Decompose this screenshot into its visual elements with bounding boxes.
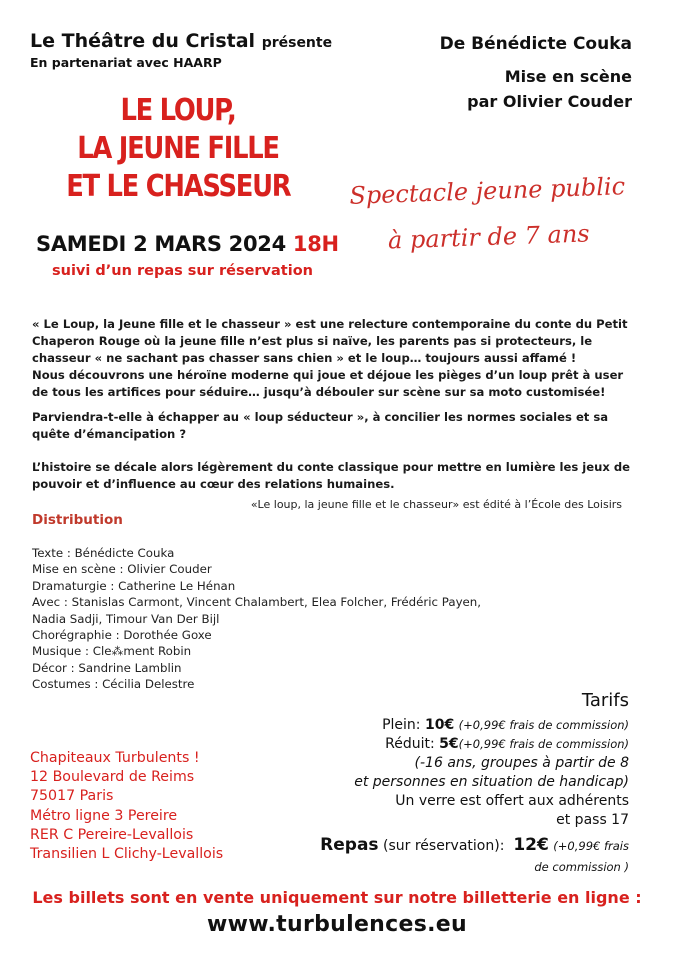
credit-item: Mise en scène : Olivier Couder (32, 562, 212, 577)
credit-item: Dramaturgie : Catherine Le Hénan (32, 578, 236, 593)
title-line-1: LE LOUP, (120, 93, 236, 128)
tarifs-title: Tarifs (581, 690, 629, 711)
credit-item: Chorégraphie : Dorothée Goxe (32, 628, 212, 643)
credit-item: Costumes : Cécilia Delestre (32, 677, 195, 692)
reduit-price: 5€ (439, 736, 459, 752)
direction-line-1: Mise en scène (504, 67, 632, 86)
repas-note: (sur réservation): (383, 838, 505, 854)
description-p2: Parviendra-t-elle à échapper au « loup séducteur », à concilier les normes sociales et sa quête d’émancipation ? (32, 410, 609, 441)
presenter-line (30, 30, 332, 52)
reduit-condition-1: (-16 ans, groupes à partir de 8 (414, 755, 629, 771)
description-block-1 (32, 316, 640, 401)
repas-fee-2: de commission ) (534, 860, 629, 874)
offer-line-2: et pass 17 (556, 812, 629, 828)
venue-line: Métro ligne 3 Pereire (30, 807, 178, 824)
venue-line: RER C Pereire-Levallois (30, 826, 194, 843)
description-p1b: Nous découvrons une héroïne moderne qui joue et déjoue les pièges d’un loup prêt à user de tous les artifices pour séduire… jusqu’à débouler sur scène sur sa moto customisée! (32, 368, 624, 399)
credit-item: Décor : Sandrine Lamblin (32, 660, 182, 675)
credit-item: Musique : Cle⁂ment Robin (32, 644, 192, 659)
partnership: En partenariat avec HAARP (30, 55, 222, 70)
ticket-sales-note: Les billets sont en vente uniquement sur notre billetterie en ligne : (32, 888, 642, 907)
reduit-fee: (+0,99€ frais de commission) (458, 737, 629, 751)
theatre-name: Le Théâtre du Cristal (30, 30, 256, 52)
venue-address (30, 749, 223, 864)
show-title (66, 92, 290, 206)
description-block-2 (32, 409, 640, 443)
plein-label: Plein: (382, 717, 421, 733)
edition-note: «Le loup, la jeune fille et le chasseur» est édité à l’École des Loisirs (250, 498, 622, 511)
audience-line-1: Spectacle jeune public (348, 172, 626, 210)
reduit-label: Réduit: (385, 736, 435, 752)
reduit-condition-2: et personnes en situation de handicap) (354, 774, 629, 790)
credit-item: Avec : Stanislas Carmont, Vincent Chalambert, Elea Folcher, Frédéric Payen, (32, 595, 482, 610)
tarif-reduit (354, 735, 629, 754)
website-link[interactable]: www.turbulences.eu (207, 912, 467, 937)
presents-word: présente (261, 35, 333, 51)
plein-fee: (+0,99€ frais de commission) (458, 718, 629, 732)
distribution-title: Distribution (32, 512, 123, 528)
tarif-plein (354, 716, 629, 735)
plein-price: 10€ (424, 717, 455, 733)
audience-line-2: à partir de 7 ans (387, 219, 591, 255)
event-hour: 18H (292, 232, 339, 256)
venue-line: Chapiteaux Turbulents ! (30, 750, 200, 766)
description-p1: « Le Loup, la Jeune fille et le chasseur » est une relecture contemporaine du conte du Petit Chaperon Rouge où la jeune fille n’est plus si naïve, les parents pas si protecteurs, le chasseur « ne sachant pas chasser sans chien » et le loup… toujours aussi affamé ! (32, 317, 628, 365)
credit-item: Texte : Bénédicte Couka (32, 546, 175, 560)
tarifs-block (354, 716, 629, 830)
title-line-3: ET LE CHASSEUR (66, 169, 291, 204)
repas-fee-1: (+0,99€ frais (553, 839, 629, 853)
date-text: SAMEDI 2 MARS 2024 (36, 232, 286, 256)
meal-note: suivi d’un repas sur réservation (52, 263, 313, 279)
direction-line-2: par Olivier Couder (467, 92, 632, 111)
credit-item: Nadia Sadji, Timour Van Der Bijl (32, 611, 220, 626)
description-block-3 (32, 459, 640, 493)
event-date (36, 232, 339, 256)
credits-list (32, 545, 481, 693)
description-p3: L’histoire se décale alors légèrement du conte classique pour mettre en lumière les jeux de pouvoir et d’influence au cœur des relations humaines. (32, 460, 631, 491)
audience-handwritten (336, 163, 639, 265)
offer-line-1: Un verre est offert aux adhérents (395, 793, 629, 809)
venue-line: 75017 Paris (30, 788, 114, 805)
stage-direction (467, 64, 632, 114)
title-line-2: LA JEUNE FILLE (77, 131, 279, 166)
repas-line (320, 835, 629, 857)
repas-label: Repas (320, 835, 379, 855)
venue-line: 12 Boulevard de Reims (30, 769, 195, 786)
repas-block (320, 835, 629, 878)
author: De Bénédicte Couka (439, 34, 632, 54)
venue-line: Transilien L Clichy-Levallois (30, 846, 224, 863)
repas-price: 12€ (513, 835, 549, 855)
